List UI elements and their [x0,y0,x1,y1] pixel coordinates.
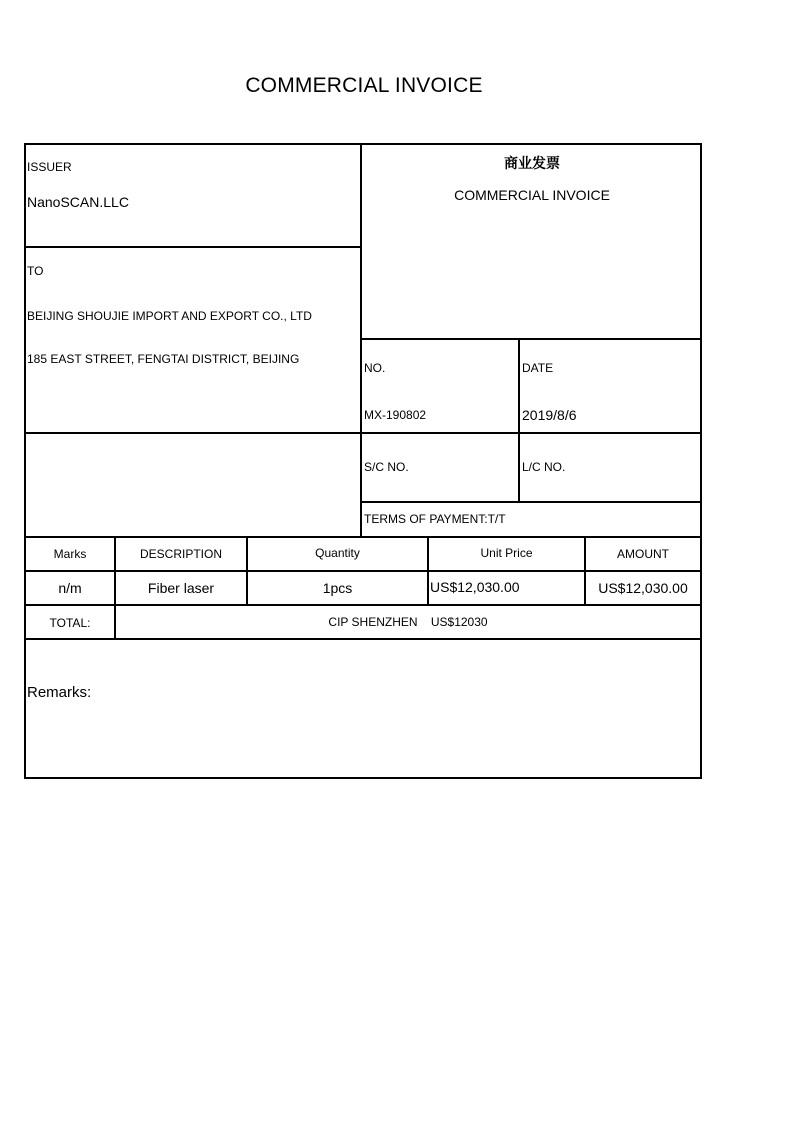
th-amount: AMOUNT [617,547,669,561]
th-unit-price: Unit Price [480,546,533,560]
issuer-name: NanoSCAN.LLC [27,194,129,210]
invoice-no-value: MX-190802 [364,408,427,422]
terms-of-payment: TERMS OF PAYMENT:T/T [364,512,506,526]
divider-issuer-to [24,246,361,248]
remarks-label: Remarks: [27,684,92,701]
document-title: COMMERCIAL INVOICE [245,74,483,97]
date-label: DATE [522,361,554,375]
to-label: TO [27,264,44,278]
divider-header-row [24,570,702,572]
td-unit-price: US$12,030.00 [430,579,520,595]
chinese-title: 商业发票 [504,156,560,172]
invoice-frame [24,143,702,779]
td-amount: US$12,030.00 [598,580,688,596]
divider-to-bottom [24,432,702,434]
td-quantity: 1pcs [322,580,353,596]
divider-total-row [24,638,702,640]
divider-data-row [24,604,702,606]
issuer-label: ISSUER [27,160,72,174]
td-marks: n/m [58,580,82,596]
th-marks: Marks [53,547,87,561]
divider-sc-terms [360,501,702,503]
to-company: BEIJING SHOUJIE IMPORT AND EXPORT CO., LTD [27,309,312,323]
divider-header-no [360,338,702,340]
date-value: 2019/8/6 [522,407,577,423]
sc-no-label: S/C NO. [364,460,409,474]
header-english-title: COMMERCIAL INVOICE [454,187,610,203]
total-label: TOTAL: [49,616,91,630]
divider-table-top [24,536,702,538]
th-description: DESCRIPTION [139,547,222,561]
to-address: 185 EAST STREET, FENGTAI DISTRICT, BEIJING [27,352,300,366]
total-value: CIP SHENZHEN US$12030 [328,615,488,629]
divider-no-date [518,338,520,502]
lc-no-label: L/C NO. [522,460,566,474]
invoice-no-label: NO. [364,361,386,375]
th-quantity: Quantity [315,546,360,560]
td-description: Fiber laser [147,580,215,596]
